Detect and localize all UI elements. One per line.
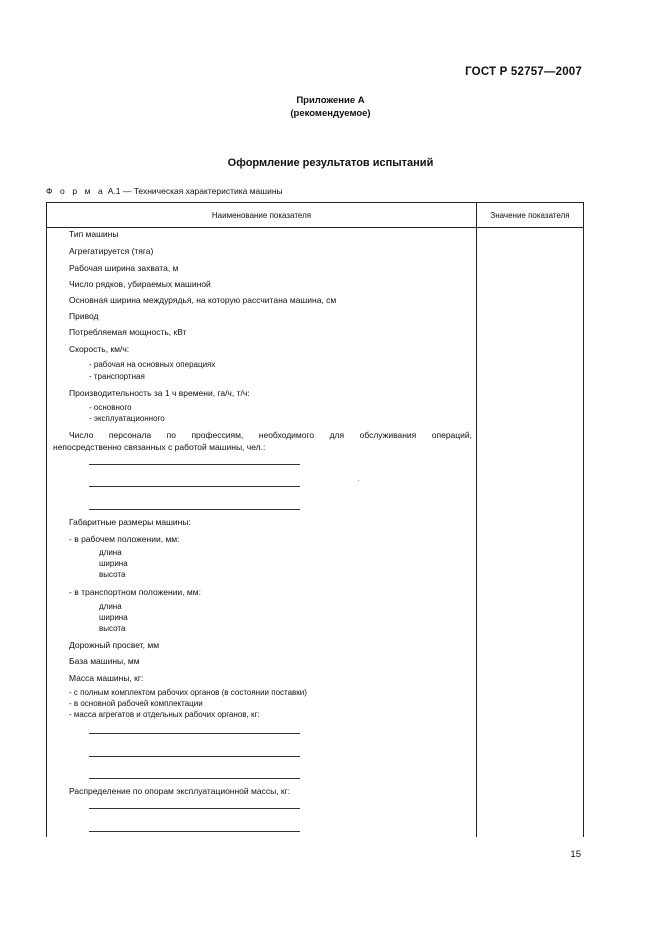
blank-line	[89, 756, 300, 757]
column-header-name: Наименование показателя	[211, 211, 312, 220]
row-productivity: Производительность за 1 ч времени, га/ч, т/ч:	[69, 388, 250, 398]
row-mass-units: - масса агрегатов и отдельных рабочих органов, кг:	[69, 710, 260, 719]
row-speed-work: - рабочая на основных операциях	[89, 360, 216, 369]
row-dim-work-width: ширина	[99, 559, 128, 568]
row-wheelbase: База машины, мм	[69, 656, 140, 666]
header-divider	[47, 227, 583, 228]
row-prod-main: - основного	[89, 403, 132, 412]
row-speed-transport: - транспортная	[89, 372, 145, 381]
appendix-title: Приложение А	[296, 95, 365, 106]
row-speed: Скорость, км/ч:	[69, 344, 130, 354]
row-width: Рабочая ширина захвата, м	[69, 263, 179, 273]
form-prefix: Ф о р м а	[46, 186, 106, 196]
row-aggregated: Агрегатируется (тяга)	[69, 246, 154, 256]
form-number: А.1	[107, 186, 121, 196]
row-dim-work: - в рабочем положении, мм:	[69, 534, 180, 544]
row-mass: Масса машины, кг:	[69, 673, 144, 683]
document-code: ГОСТ Р 52757—2007	[465, 66, 582, 78]
row-dim-work-length: длина	[99, 548, 122, 557]
blank-line	[89, 733, 300, 734]
blank-line	[89, 778, 300, 779]
row-dim-transport-length: длина	[99, 602, 122, 611]
column-header-value: Значение показателя	[490, 211, 570, 220]
row-dim-work-height: высота	[99, 570, 126, 579]
row-clearance: Дорожный просвет, мм	[69, 640, 160, 650]
blank-line	[89, 509, 300, 510]
row-drive: Привод	[69, 311, 99, 321]
blank-line	[89, 486, 300, 487]
row-dimensions: Габаритные размеры машины:	[69, 517, 191, 527]
blank-line	[89, 808, 300, 809]
form-caption	[46, 186, 283, 196]
row-prod-oper: - эксплуатационного	[89, 414, 165, 423]
row-power: Потребляемая мощность, кВт	[69, 327, 187, 337]
column-divider	[476, 203, 477, 837]
page-number: 15	[570, 849, 581, 860]
row-dim-transport-height: высота	[99, 624, 126, 633]
form-caption-text: — Техническая характеристика машины	[122, 186, 283, 196]
row-dim-transport-width: ширина	[99, 613, 128, 622]
row-personnel-line2: непосредственно связанных с работой машины, чел.:	[53, 442, 266, 452]
row-mass-full: - с полным комплектом рабочих органов (в состоянии поставки)	[69, 688, 307, 697]
blank-line	[89, 831, 300, 832]
section-title: Оформление результатов испытаний	[227, 157, 434, 169]
row-dim-transport: - в транспортном положении, мм:	[69, 587, 201, 597]
row-type: Тип машины	[69, 229, 119, 239]
row-distribution: Распределение по опорам эксплуатационной массы, кг:	[69, 786, 291, 796]
row-personnel-line1: Число персонала по профессиям, необходимого для обслуживания операций,	[69, 430, 472, 440]
speck	[358, 480, 359, 481]
row-mass-basic: - в основной рабочей комплектации	[69, 699, 203, 708]
row-rows-count: Число рядков, убираемых машиной	[69, 279, 211, 289]
appendix-subtitle: (рекомендуемое)	[290, 108, 371, 119]
blank-line	[89, 464, 300, 465]
row-row-spacing: Основная ширина междурядья, на которую рассчитана машина, см	[69, 295, 337, 305]
